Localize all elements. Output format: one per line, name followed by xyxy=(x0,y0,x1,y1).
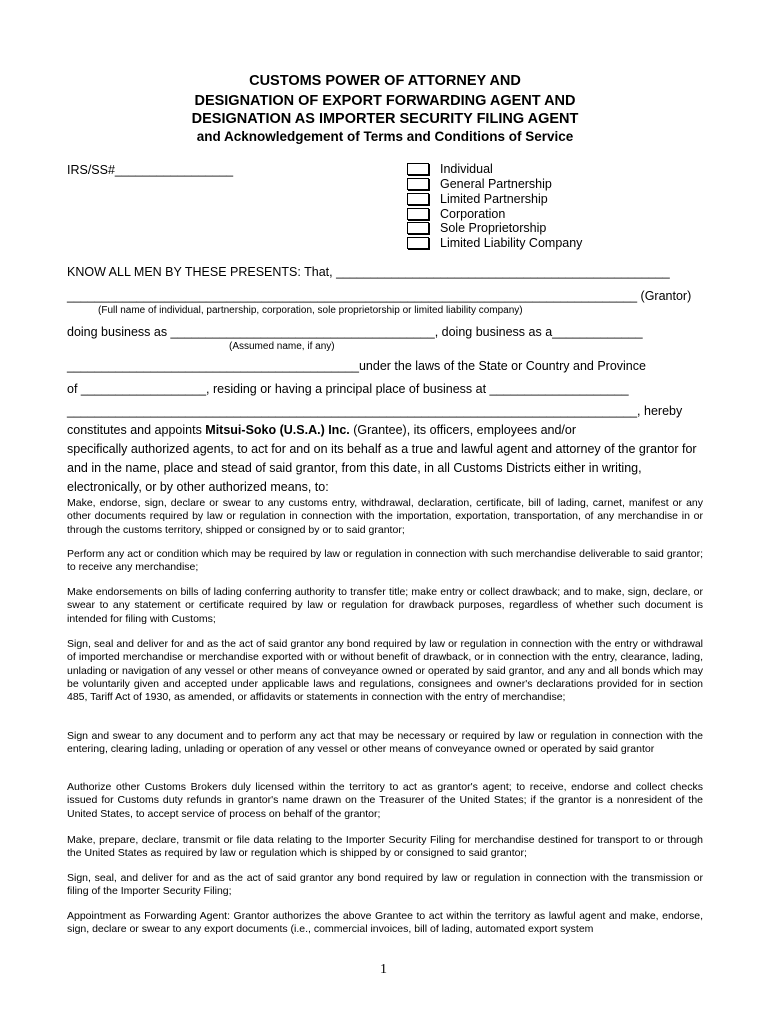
entity-option-limited-partnership xyxy=(407,192,548,206)
entity-option-general-partnership xyxy=(407,177,552,191)
clause-paragraph: Appointment as Forwarding Agent: Grantor authorizes the above Grantee to act within the territory as lawful agent and make, endorse, sign, declare or swear to any export documents (i.e., commercial invoices, bill of lading, automated export system xyxy=(67,910,703,936)
appoints-suffix: (Grantee), its officers, employees and/or xyxy=(349,423,577,437)
general-partnership-checkbox[interactable] xyxy=(407,178,429,190)
place-of-business-line[interactable]: of __________________, residing or having a principal place of business at ____________________ xyxy=(67,382,629,396)
individual-checkbox[interactable] xyxy=(407,163,429,175)
authorized-agents-line: specifically authorized agents, to act for and on its behalf as a true and lawful agent and attorney of the grantor for xyxy=(67,442,697,456)
grantor-name-line[interactable]: __________________________________________________________________________________ (Grantor) xyxy=(67,289,692,303)
entity-option-corporation xyxy=(407,207,505,221)
document-title-line-3: DESIGNATION AS IMPORTER SECURITY FILING AGENT xyxy=(191,111,579,127)
entity-option-label: Sole Proprietorship xyxy=(440,221,547,235)
clause-paragraph: Sign, seal and deliver for and as the act of said grantor any bond required by law or regulation in connection with the entry or withdrawal of imported merchandise or merchandise exported with or without benefit of drawback, or in connection with the entry, clearance, lading, unlading or navigation of any vessel or other means of conveyance owned or operated by said grantor, and any and all bonds which may be voluntarily given and accepted under applicable laws and regulations, consignees and owner's declarations provided for in section 485, Tariff Act of 1930, as amended, or affidavits or statements in connection with the entry of merchandise; xyxy=(67,638,703,704)
page-number: 1 xyxy=(380,962,387,977)
clause-paragraph: Make endorsements on bills of lading conferring authority to transfer title; make entry or collect drawback; and to make, sign, declare, or swear to any statement or certificate required by law or regulation for drawback purposes, regardless of whether such document is intended for filing with Customs; xyxy=(67,586,703,625)
grantee-name: Mitsui-Soko (U.S.A.) Inc. xyxy=(205,423,350,437)
full-name-note: (Full name of individual, partnership, corporation, sole proprietorship or limited liability company) xyxy=(98,305,523,316)
entity-option-label: Limited Liability Company xyxy=(440,236,583,250)
entity-option-label: General Partnership xyxy=(440,177,552,191)
appoints-line xyxy=(67,423,576,437)
document-title-line-2: DESIGNATION OF EXPORT FORWARDING AGENT AND xyxy=(194,93,576,109)
assumed-name-note: (Assumed name, if any) xyxy=(229,341,335,352)
entity-option-sole-proprietorship xyxy=(407,221,546,235)
name-place-stead-line: and in the name, place and stead of said grantor, from this date, in all Customs Districts either in writing, xyxy=(67,461,642,475)
appoints-prefix: constitutes and appoints xyxy=(67,423,206,437)
hereby-line[interactable]: __________________________________________________________________________________, hereby xyxy=(67,404,683,418)
sole-proprietorship-checkbox[interactable] xyxy=(407,222,429,234)
entity-option-individual xyxy=(407,162,493,176)
doing-business-as-line[interactable]: doing business as ______________________________________, doing business as a_____________ xyxy=(67,325,643,339)
entity-option-label: Individual xyxy=(440,162,493,176)
clause-paragraph: Sign, seal, and deliver for and as the act of said grantor any bond required by law or regulation in connection with the transmission or filing of the Importer Security Filing; xyxy=(67,872,703,898)
entity-option-label: Limited Partnership xyxy=(440,192,548,206)
clause-paragraph: Make, endorse, sign, declare or swear to any customs entry, withdrawal, declaration, certificate, bill of lading, carnet, manifest or any other documents required by law or regulation in connection with the importation, exportation, transportation, of any merchandise in or through the customs territory, shipped or consigned by or to said grantor; xyxy=(67,497,703,536)
electronic-means-line: electronically, or by other authorized means, to: xyxy=(67,480,329,494)
document-subtitle: and Acknowledgement of Terms and Conditions of Service xyxy=(196,129,574,144)
document-title-line-1: CUSTOMS POWER OF ATTORNEY AND xyxy=(249,73,521,89)
llc-checkbox[interactable] xyxy=(407,237,429,249)
clause-paragraph: Make, prepare, declare, transmit or file data relating to the Importer Security Filing for merchandise destined for transport to or through the United States as required by law or regulation which is shipped by or consigned to said grantor; xyxy=(67,834,703,860)
entity-option-label: Corporation xyxy=(440,207,506,221)
clause-paragraph: Authorize other Customs Brokers duly licensed within the territory to act as grantor's agent; to receive, endorse and collect checks issued for Customs duty refunds in grantor's name drawn on the Treasurer of the United States; if the grantor is a nonresident of the United States, to accept service of process on behalf of the grantor; xyxy=(67,781,703,820)
laws-of-state-line[interactable]: __________________________________________under the laws of the State or Country and Province xyxy=(67,359,646,373)
clause-paragraph: Sign and swear to any document and to perform any act that may be necessary or required by law or regulation in connection with the entering, clearing lading, unlading or operation of any vessel or other means of conveyance owned or operated by said grantor xyxy=(67,730,703,756)
clause-paragraph: Perform any act or condition which may be required by law or regulation in connection with such merchandise deliverable to said grantor; to receive any merchandise; xyxy=(67,548,703,574)
know-all-men-line[interactable]: KNOW ALL MEN BY THESE PRESENTS: That, ________________________________________________ xyxy=(67,265,670,279)
entity-option-llc xyxy=(407,236,582,250)
corporation-checkbox[interactable] xyxy=(407,208,429,220)
irs-ss-field[interactable]: IRS/SS#_________________ xyxy=(67,163,234,177)
limited-partnership-checkbox[interactable] xyxy=(407,193,429,205)
